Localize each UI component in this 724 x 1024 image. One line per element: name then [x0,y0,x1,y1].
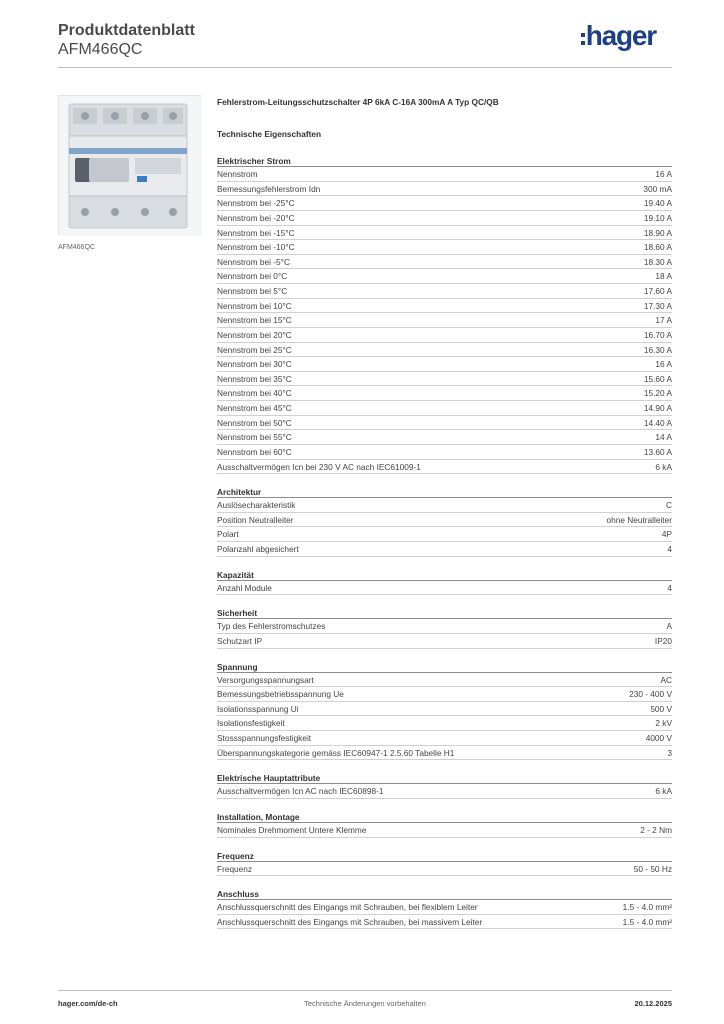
spec-value: 2 kV [655,718,672,729]
spec-section [217,850,672,877]
section-title: Spannung [217,661,672,673]
spec-label: Nennstrom bei 60°C [217,446,292,457]
spec-row [217,313,672,328]
spec-row [217,900,672,915]
spec-label: Schutzart IP [217,635,263,646]
footer-notice: Technische Änderungen vorbehalten [304,999,426,1008]
product-image [58,95,201,235]
spec-value: AC [660,674,672,685]
spec-row [217,581,672,596]
spec-row [217,357,672,372]
spec-label: Nennstrom bei 0°C [217,271,288,282]
spec-value: 300 mA [643,183,672,194]
spec-row [217,823,672,838]
spec-label: Nennstrom bei 20°C [217,329,292,340]
spec-row [217,372,672,387]
spec-row [217,460,672,475]
spec-value: 230 - 400 V [629,689,672,700]
page-header [58,20,672,68]
spec-value: 14 A [655,432,672,443]
spec-label: Stossspannungsfestigkeit [217,733,312,743]
spec-section [217,661,672,761]
spec-row [217,702,672,717]
spec-row [217,328,672,343]
technical-properties-title: Technische Eigenschaften [217,129,322,139]
product-name: Fehlerstrom-Leitungsschutzschalter 4P 6kA C-16A 300mA A Typ QC/QB [217,97,499,107]
spec-value: 6 kA [655,786,672,797]
spec-row [217,343,672,358]
spec-section [217,155,672,474]
spec-value: A [666,621,672,632]
image-caption: AFM466QC [58,244,95,251]
spec-row [217,687,672,702]
spec-row [217,255,672,270]
section-title: Kapazität [217,569,672,581]
spec-row [217,284,672,299]
spec-label: Nennstrom bei 25°C [217,344,292,355]
spec-label: Nennstrom bei -15°C [217,227,295,238]
spec-label: Isolationsspannung Ui [217,703,299,714]
spec-label: Nennstrom bei 45°C [217,403,292,413]
spec-label: Position Neutralleiter [217,514,294,525]
spec-label: Anschlussquerschnitt des Eingangs mit Schrauben, bei flexiblem Leiter [217,902,478,913]
circuit-breaker-icon [59,96,202,236]
spec-row [217,196,672,211]
spec-value: 6 kA [655,461,672,472]
spec-label: Nennstrom bei 10°C [217,300,292,311]
spec-value: 16 A [655,169,672,179]
spec-label: Nennstrom [217,169,258,179]
spec-row [217,673,672,688]
spec-section [217,772,672,799]
hager-logo [581,22,656,50]
spec-label: Polanzahl abgesichert [217,544,299,554]
spec-row [217,634,672,649]
spec-value: ohne Neutralleiter [606,514,672,525]
spec-value: 16 A [655,359,672,370]
spec-row [217,445,672,460]
spec-value: 17.30 A [643,300,672,311]
spec-value: 1.5 - 4.0 mm² [622,902,672,913]
spec-row [217,716,672,731]
spec-label: Polart [217,529,239,540]
footer-website: hager.com/de-ch [58,999,118,1008]
spec-section [217,607,672,648]
spec-value: 14.90 A [643,403,672,413]
spec-row [217,542,672,557]
spec-value: 4 [667,582,672,593]
section-title: Elektrische Hauptattribute [217,772,672,784]
logo-dots-icon [581,33,585,45]
section-title: Anschluss [217,888,672,900]
spec-value: 18.30 A [643,256,672,267]
spec-value: 2 - 2 Nm [640,824,672,835]
spec-label: Nominales Drehmoment Untere Klemme [217,824,367,835]
spec-row [217,386,672,401]
spec-label: Isolationsfestigkeit [217,718,285,729]
section-title: Sicherheit [217,607,672,619]
spec-value: 19.40 A [643,198,672,209]
spec-row [217,430,672,445]
spec-value: 3 [667,747,672,758]
spec-label: Nennstrom bei 55°C [217,432,292,443]
spec-row [217,211,672,226]
specification-content [217,97,672,929]
spec-value: 18.60 A [643,242,672,253]
spec-label: Nennstrom bei 30°C [217,359,292,370]
spec-sections [217,155,672,929]
spec-row [217,513,672,528]
spec-row [217,862,672,877]
spec-label: Nennstrom bei -10°C [217,242,295,253]
spec-value: 17.60 A [643,286,672,296]
spec-row [217,731,672,746]
spec-label: Überspannungskategorie gemäss IEC60947-1 2.5.60 Tabelle H1 [217,747,455,758]
spec-value: 500 V [650,703,672,714]
spec-row [217,167,672,182]
spec-section [217,811,672,838]
spec-section [217,486,672,557]
section-title: Architektur [217,486,672,498]
spec-label: Nennstrom bei 40°C [217,388,292,399]
spec-label: Anschlussquerschnitt des Eingangs mit Schrauben, bei massivem Leiter [217,916,483,927]
spec-value: 50 - 50 Hz [633,863,672,874]
spec-value: 4P [661,529,672,540]
footer-date: 20.12.2025 [634,999,672,1008]
spec-label: Frequenz [217,863,253,874]
logo-text: hager [585,20,656,51]
spec-label: Versorgungsspannungsart [217,674,314,685]
spec-row [217,416,672,431]
spec-row [217,784,672,799]
spec-label: Ausschaltvermögen Icn bei 230 V AC nach IEC61009-1 [217,461,421,472]
spec-label: Nennstrom bei 35°C [217,373,292,384]
spec-label: Nennstrom bei -20°C [217,212,295,223]
spec-label: Bemessungsfehlerstrom Idn [217,183,321,194]
spec-row [217,299,672,314]
product-code: AFM466QC [58,41,143,58]
spec-section [217,569,672,596]
spec-row [217,915,672,930]
spec-value: 17 A [655,315,672,326]
spec-section [217,888,672,929]
spec-row [217,240,672,255]
section-title: Installation, Montage [217,811,672,823]
spec-row [217,527,672,542]
spec-value: 15.20 A [643,388,672,399]
spec-row [217,269,672,284]
spec-value: 19.10 A [643,212,672,223]
spec-label: Typ des Fehlerstromschutzes [217,621,326,632]
spec-label: Nennstrom bei 50°C [217,417,292,428]
spec-value: 18 A [655,271,672,282]
spec-label: Nennstrom bei 15°C [217,315,292,326]
section-title: Frequenz [217,850,672,862]
spec-label: Ausschaltvermögen Icn AC nach IEC60898-1 [217,786,384,797]
spec-row [217,498,672,513]
spec-label: Nennstrom bei -5°C [217,256,290,267]
section-title: Elektrischer Strom [217,155,672,167]
spec-row [217,619,672,634]
spec-value: C [666,500,672,511]
spec-value: 14.40 A [643,417,672,428]
spec-label: Auslösecharakteristik [217,500,296,511]
spec-row [217,746,672,761]
spec-value: IP20 [654,635,672,646]
spec-label: Nennstrom bei -25°C [217,198,295,209]
spec-label: Nennstrom bei 5°C [217,286,288,296]
spec-value: 1.5 - 4.0 mm² [622,916,672,927]
spec-value: 15.60 A [643,373,672,384]
spec-value: 4 [667,544,672,554]
spec-value: 16.70 A [643,329,672,340]
spec-value: 16.30 A [643,344,672,355]
page-footer [58,990,672,1014]
spec-value: 13.60 A [643,446,672,457]
spec-row [217,182,672,197]
document-title: Produktdatenblatt [58,22,195,39]
spec-label: Anzahl Module [217,582,272,593]
spec-value: 18.90 A [643,227,672,238]
spec-label: Bemessungsbetriebsspannung Ue [217,689,344,700]
spec-value: 4000 V [645,733,672,743]
spec-row [217,401,672,416]
spec-row [217,226,672,241]
